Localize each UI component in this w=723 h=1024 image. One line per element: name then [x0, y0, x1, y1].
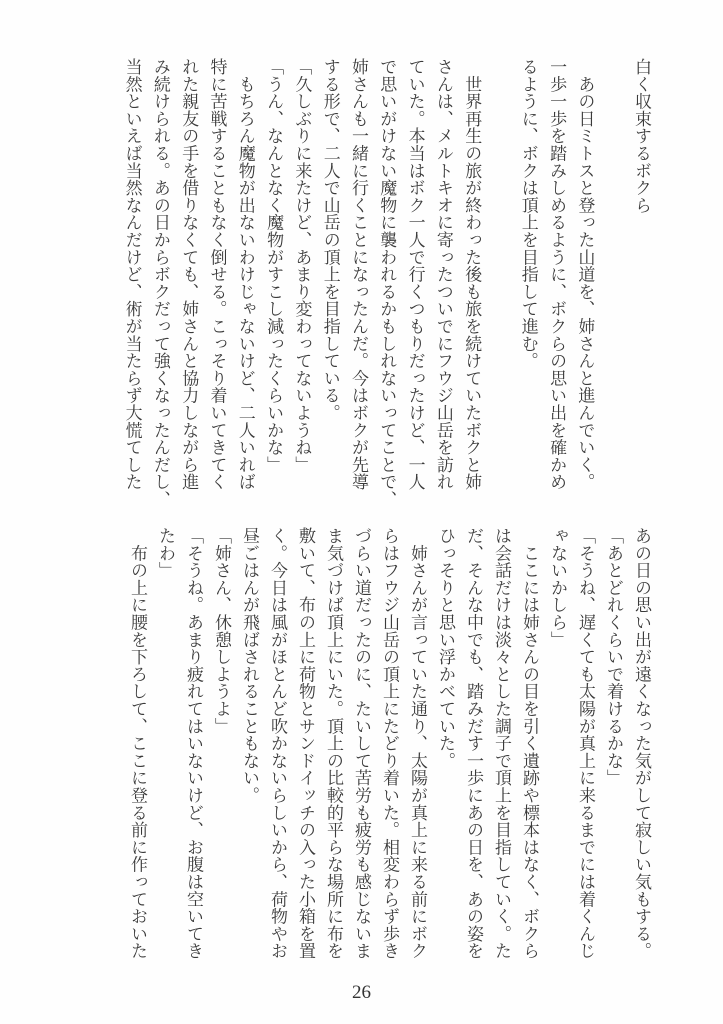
text-line: は会話だけは淡々とした調子で頂上を目指していく。た	[491, 527, 511, 960]
text-line: さんは、メルトキオに寄ったついでにフウジ山岳を訪れ	[432, 58, 453, 491]
text-line: 布の上に腰を下ろして、ここに登る前に作っておいた	[127, 527, 147, 960]
text-line: たわ」	[155, 527, 175, 579]
text-line: らはフウジ山岳の頂上にたどり着いた。相変わらず歩き	[379, 527, 399, 960]
text-line: あの日の思い出が遠くなった気がして寂しい気もする。	[631, 527, 651, 960]
text-line: で思いがけない魔物に襲われるかもしれないってことで、	[376, 58, 397, 508]
text-line: れた親友の手を借りなくても、姉さんと協力しながら進	[178, 58, 199, 491]
text-line: 敷いて、布の上に荷物とサンドイッチの入った小箱を置	[295, 527, 315, 960]
text-line: ま気づけば頂上にいた。頂上の比較的平らな場所に布を	[323, 527, 343, 960]
chapter-title: 白く収束するボクら	[631, 58, 651, 214]
text-line: だ、そんな中でも、踏みだす一歩にあの日を、あの姿を	[463, 527, 483, 960]
text-line: ここには姉さんの目を引く遺跡や標本はなく、ボクら	[519, 527, 539, 960]
text-line: 昼ごはんが飛ばされることもない。	[239, 527, 259, 804]
text-line: 姉さんが言っていた通り、太陽が真上に来る前にボク	[407, 527, 427, 960]
text-line: 「久しぶりに来たけど、あまり変わってないようね」	[291, 58, 312, 474]
text-line: 「姉さん、休憩しようよ」	[211, 527, 231, 735]
text-line: 特に苦戦することもなく倒せる。こっそり着いてきてく	[206, 58, 227, 491]
text-line: 一歩一歩を踏みしめるように、ボクらの思い出を確かめ	[546, 58, 567, 491]
text-line: 「あとどれくらいで着けるかな」	[603, 527, 623, 787]
text-line: あの日ミトスと登った山道を、姉さんと進んでいく。	[574, 58, 595, 491]
page-number: 26	[352, 982, 371, 1003]
text-line: づらい道だったのに、たいして苦労も疲労も感じないま	[351, 527, 371, 960]
text-line: ていた。本当はボク一人で行くつもりだったけど、一人	[404, 58, 425, 491]
text-line: み続けられる。あの日からボクだって強くなったんだし、	[149, 58, 170, 508]
text-line: ゃないかしら」	[547, 527, 567, 649]
text-line: 世界再生の旅が終わった後も旅を続けていたボクと姉	[461, 58, 482, 491]
text-line: ひっそりと思い浮かべていた。	[435, 527, 455, 770]
text-line: する形で、二人で山岳の頂上を目指している。	[319, 58, 340, 422]
text-line: もちろん魔物が出ないわけじゃないけど、二人いれば	[234, 58, 255, 491]
text-line: 当然といえば当然なんだけど、術が当たらず大慌てした	[121, 58, 142, 491]
text-line: るように、ボクは頂上を目指して進む。	[517, 58, 538, 370]
text-line: 「そうね、遅くても太陽が真上に来るまでには着くんじ	[575, 527, 595, 960]
text-line: く。今日は風がほとんど吹かないらしいから、荷物やお	[267, 527, 287, 960]
text-line: 「うん、なんとなく魔物がすこし減ったくらいかな」	[263, 58, 284, 474]
text-line: 「そうね。あまり疲れてはいないけど、お腹は空いてき	[183, 527, 203, 960]
text-line: 姉さんも一緒に行くことになったんだ。今はボクが先導	[348, 58, 368, 491]
